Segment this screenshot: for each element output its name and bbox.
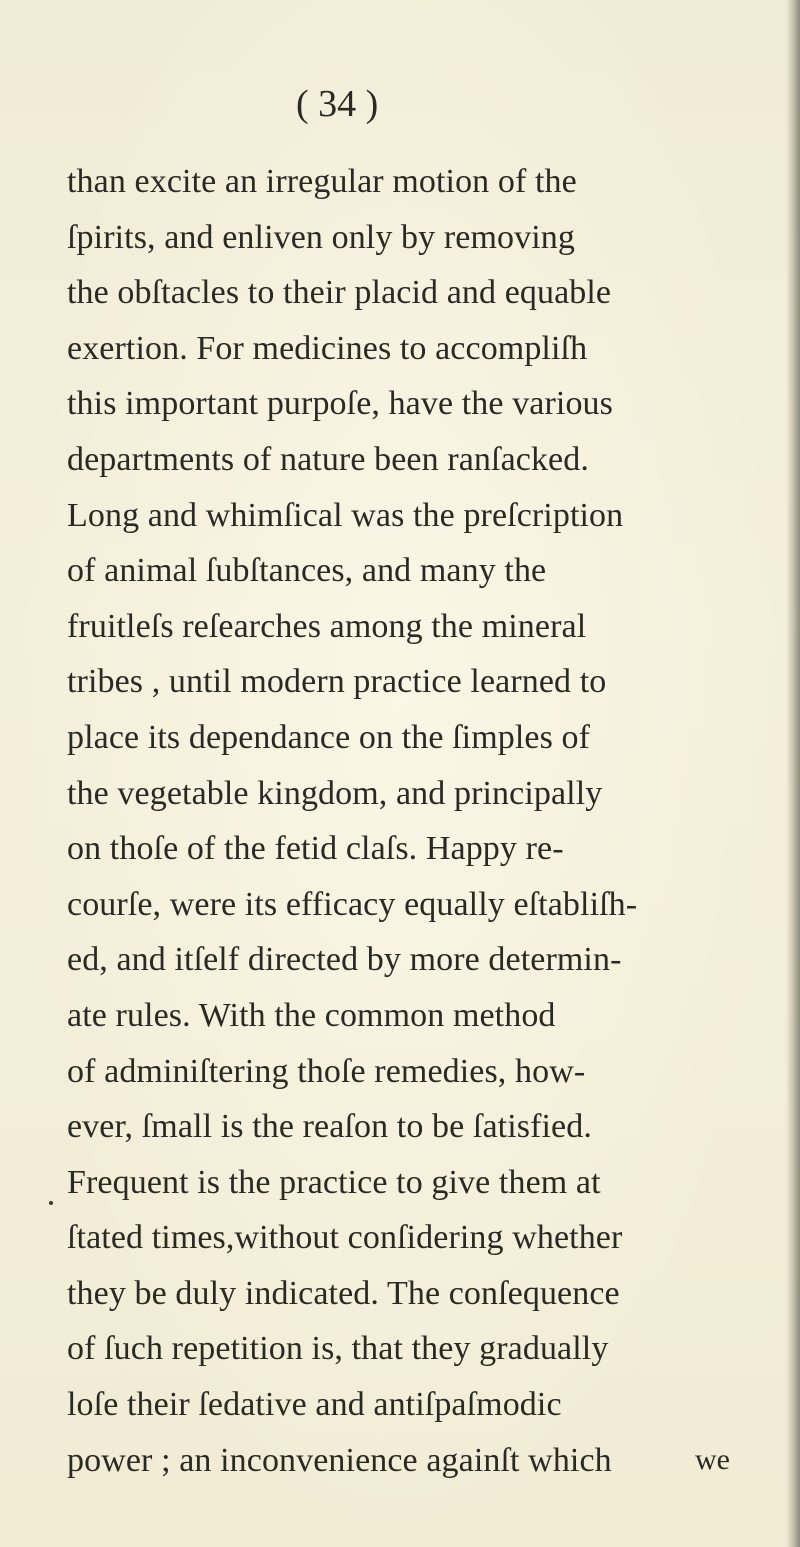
page-number-text: ( 34 ): [296, 83, 379, 125]
text-line-2: ſpirits, and enliven only by removing: [67, 218, 575, 256]
text-line-6: departments of nature been ranſacked.: [67, 440, 589, 478]
text-line-24: power ; an inconvenience againſt which: [67, 1441, 612, 1479]
text-line-9: fruitleſs reſearches among the mineral: [67, 607, 587, 645]
catchword: we: [695, 1443, 730, 1476]
body-text: [67, 154, 757, 1488]
text-line-7: Long and whimſical was the preſcription: [67, 496, 624, 534]
text-line-21: they be duly indicated. The conſequence: [67, 1274, 620, 1312]
page-edge-shadow: [786, 0, 800, 1547]
ink-speck: [49, 1201, 53, 1205]
text-line-13: on thoſe of the fetid claſs. Happy re-: [67, 830, 564, 868]
text-line-5: this important purpoſe, have the various: [67, 385, 613, 423]
text-line-10: tribes , until modern practice learned to: [67, 663, 607, 701]
text-line-20: ſtated times,without conſidering whether: [67, 1219, 623, 1257]
text-line-12: the vegetable kingdom, and principally: [67, 774, 603, 812]
text-line-19: Frequent is the practice to give them at: [67, 1163, 601, 1201]
text-line-4: exertion. For medicines to accompliſh: [67, 329, 588, 367]
text-line-3: the obſtacles to their placid and equable: [67, 274, 612, 312]
text-line-15: ed, and itſelf directed by more determin-: [67, 941, 622, 979]
text-line-8: of animal ſubſtances, and many the: [67, 552, 547, 590]
text-line-1: than excite an irregular motion of the: [67, 163, 577, 200]
text-line-22: of ſuch repetition is, that they gradually: [67, 1330, 609, 1368]
text-line-11: place its dependance on the ſimples of: [67, 718, 591, 756]
text-line-16: ate rules. With the common method: [67, 996, 556, 1034]
text-line-14: courſe, were its efficacy equally eſtabliſh-: [67, 885, 638, 923]
text-line-18: ever, ſmall is the reaſon to be ſatisfied.: [67, 1108, 592, 1146]
text-line-23: loſe their ſedative and antiſpaſmodic: [67, 1386, 562, 1424]
text-line-17: of adminiſtering thoſe remedies, how-: [67, 1052, 586, 1090]
